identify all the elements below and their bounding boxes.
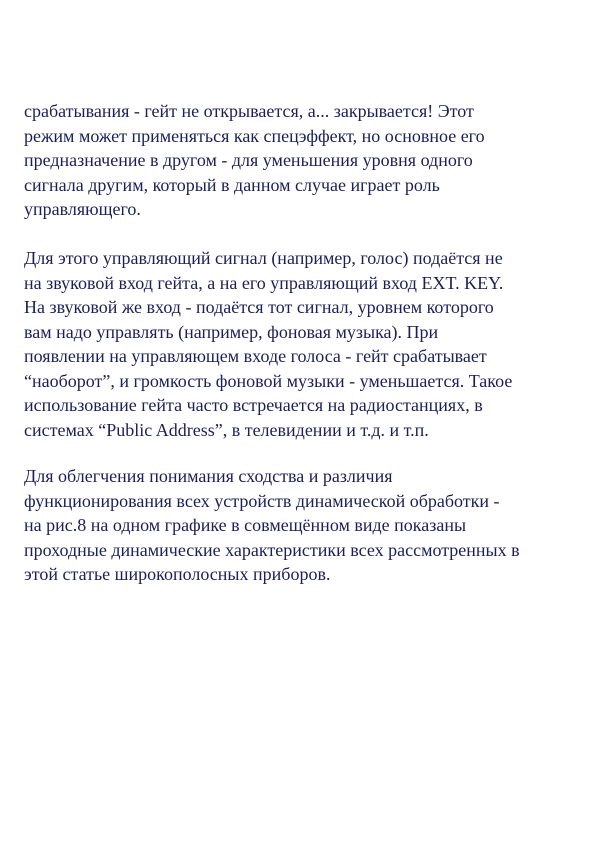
text-line: Для этого управляющий сигнал (например, голос) подаётся не (24, 248, 503, 268)
text-line: системах “Public Address”, в телевидении и т.д. и т.п. (24, 419, 429, 440)
paragraph (24, 246, 584, 442)
text-line: функционирования всех устройств динамической обработки - (24, 490, 500, 511)
text-line: этой статье широкополосных приборов. (24, 564, 331, 584)
text-line: Для облегчения понимания сходства и различия (24, 466, 393, 486)
text-line: срабатывания - гейт не открывается, а... закрывается! Этот (24, 101, 474, 121)
text-line: управляющего. (24, 199, 141, 219)
text-line: на звуковой вход гейта, а на его управляющий вход EXT. KEY. (24, 272, 504, 293)
text-line: проходные динамические характеристики всех рассмотренных в (24, 539, 520, 560)
text-line: “наоборот”, и громкость фоновой музыки - уменьшается. Такое (24, 370, 513, 391)
paragraph (24, 99, 584, 222)
text-line: вам надо управлять (например, фоновая музыка). При (24, 321, 439, 342)
text-line: появлении на управляющем входе голоса - гейт срабатывает (24, 346, 487, 366)
text-line: предназначение в другом - для уменьшения уровня одного (24, 150, 473, 170)
text-line: На звуковой же вход - подаётся тот сигнал, уровнем которого (24, 297, 494, 317)
text-line: использование гейта часто встречается на радиостанциях, в (24, 395, 483, 415)
text-line: сигнала другим, который в данном случае играет роль (24, 174, 440, 195)
paragraph (24, 464, 584, 587)
text-line: на рис.8 на одном графике в совмещённом виде показаны (24, 515, 467, 535)
text-line: режим может применяться как спецэффект, но основное его (24, 125, 485, 146)
